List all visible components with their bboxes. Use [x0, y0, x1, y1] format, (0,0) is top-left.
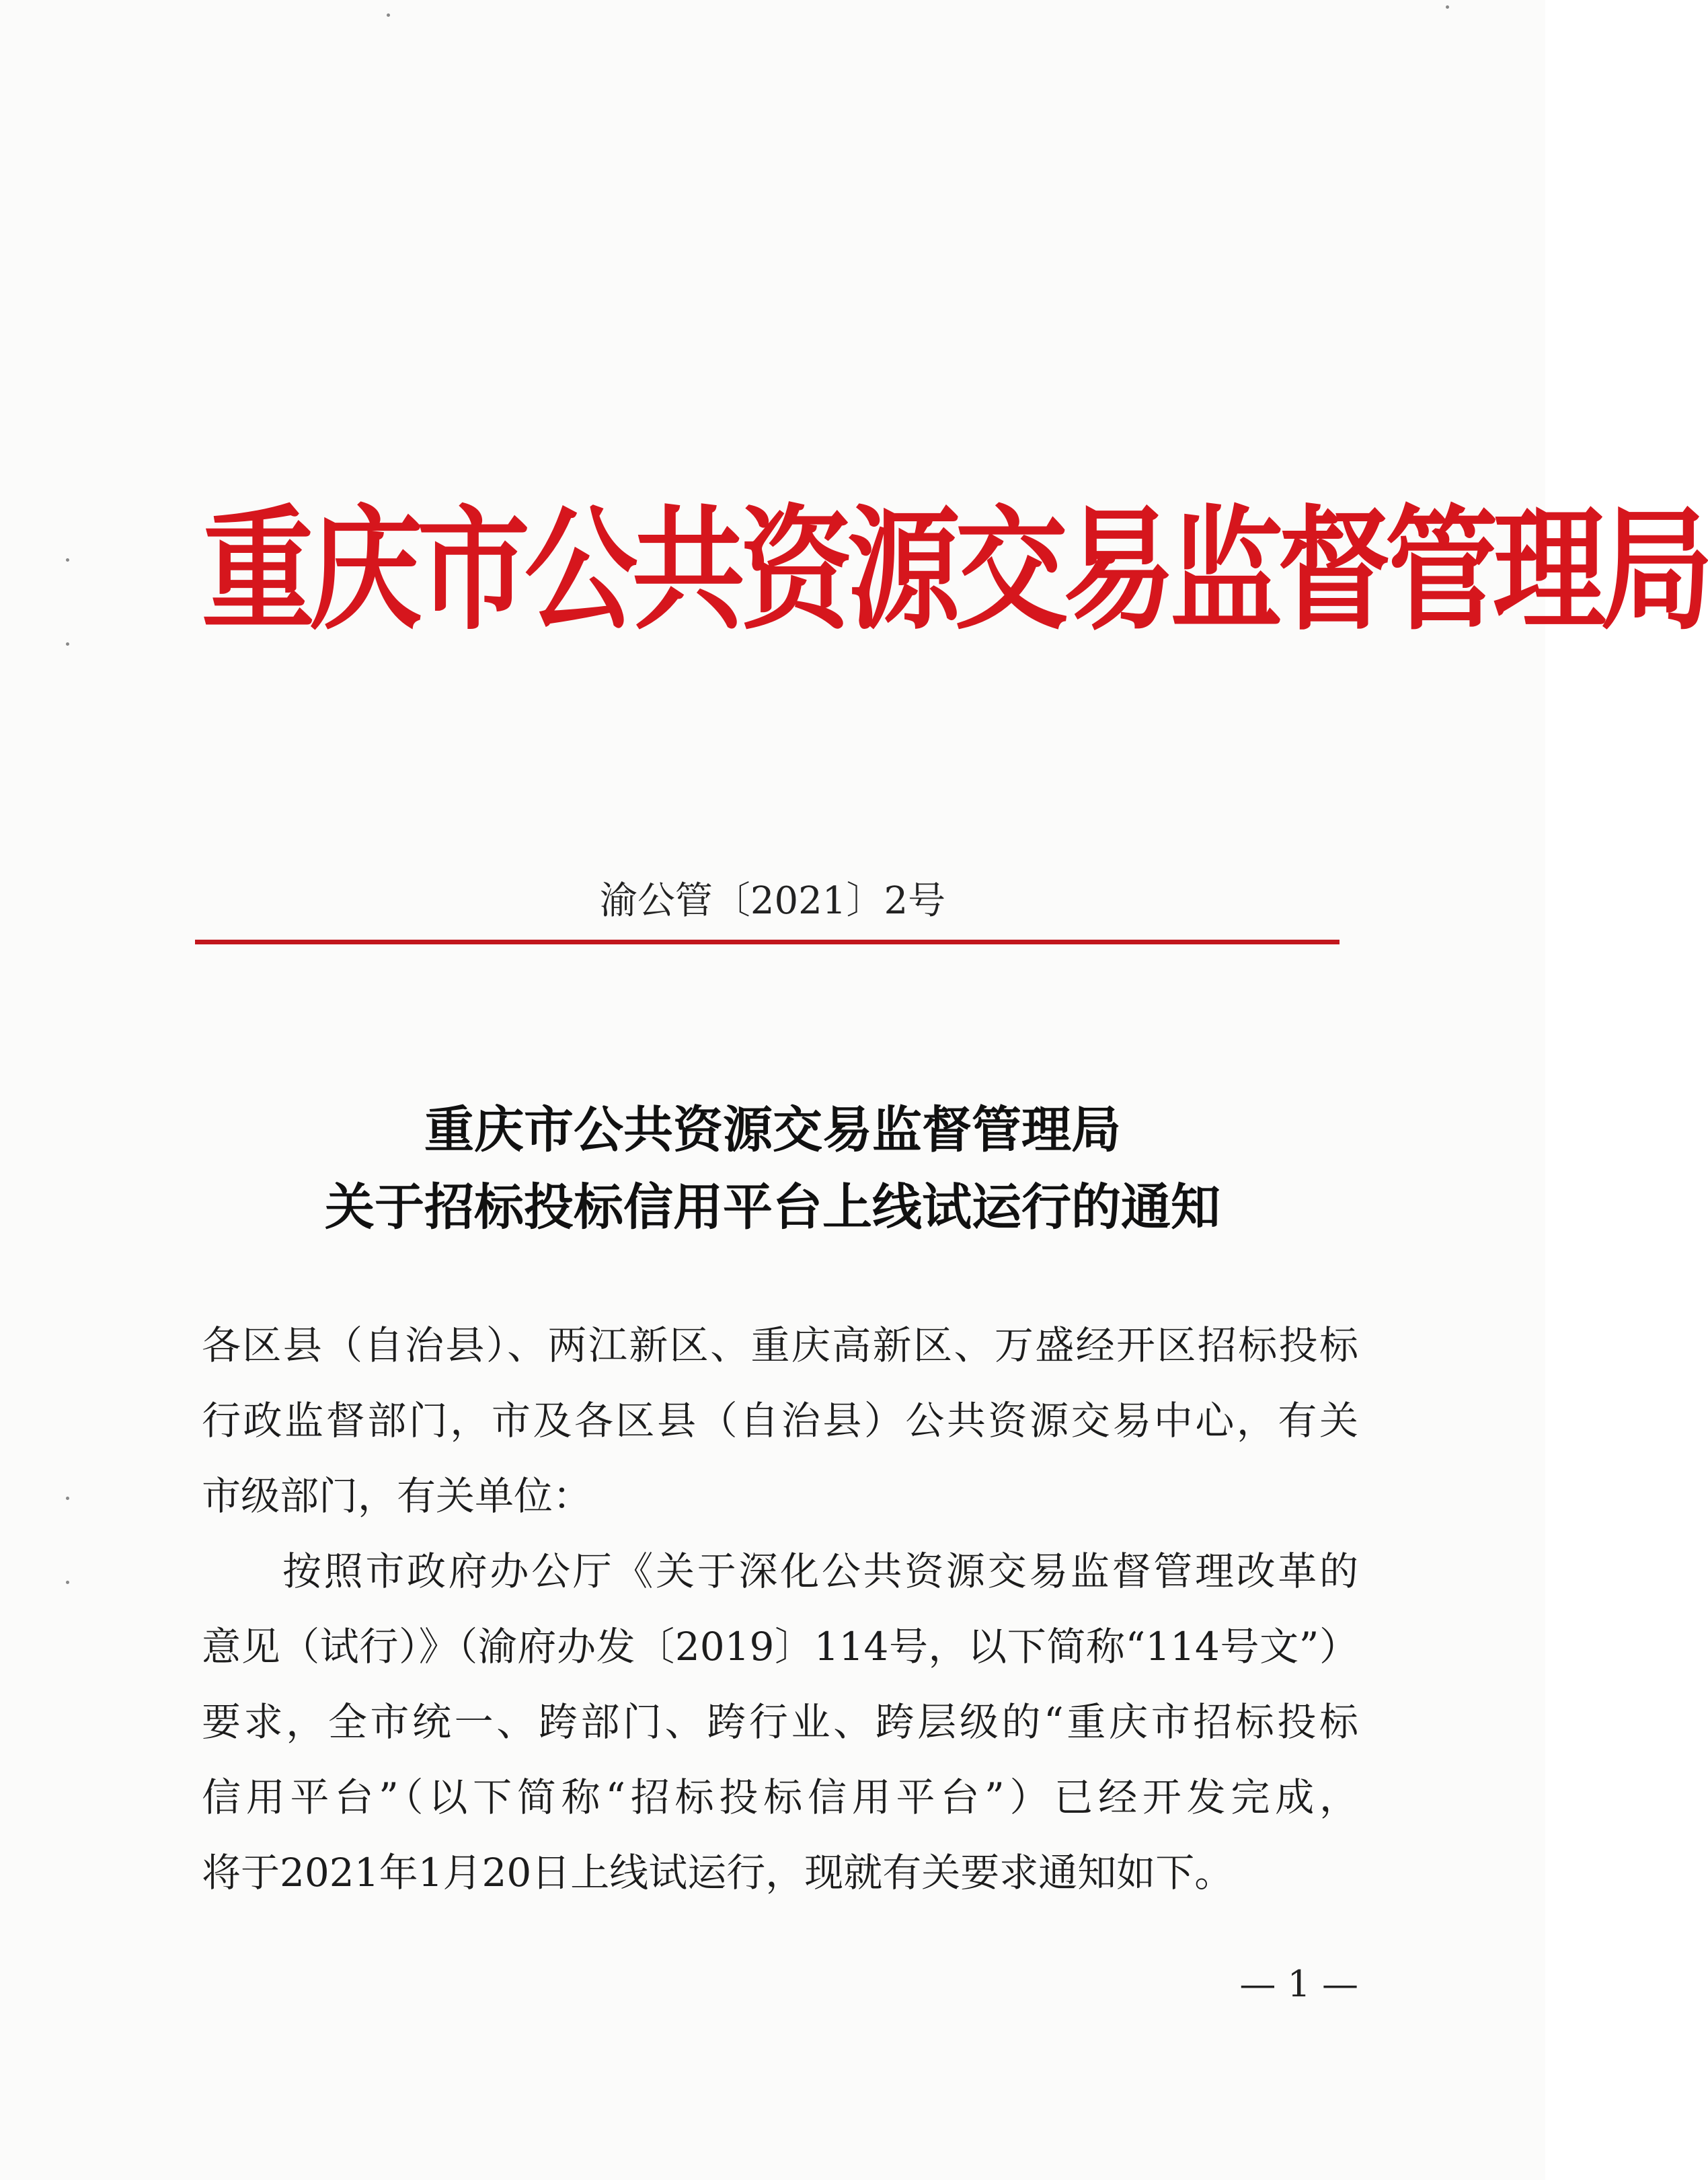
- paragraph-line: 意见（试行）》（渝府办发〔2019〕114号，以下简称“114号文”）: [202, 1624, 1358, 1669]
- paragraph-line: 将于2021年1月20日上线试运行，现就有关要求通知如下。: [202, 1850, 1234, 1895]
- document-number: 渝公管〔2021〕2号: [599, 879, 946, 923]
- paragraph-line: 信用平台”（以下简称“招标投标信用平台”）已经开发完成，: [202, 1774, 1358, 1820]
- addressee-line: 行政监督部门，市及各区县（自治县）公共资源交易中心，有关: [202, 1398, 1358, 1443]
- red-divider-line: [195, 940, 1340, 944]
- addressee-line: 各区县（自治县）、两江新区、重庆高新区、万盛经开区招标投标: [202, 1322, 1358, 1368]
- paragraph-line: 按照市政府办公厅《关于深化公共资源交易监督管理改革的: [282, 1548, 1358, 1594]
- paragraph-line: 要求，全市统一、跨部门、跨行业、跨层级的“重庆市招标投标: [202, 1699, 1358, 1745]
- page-number: — 1 —: [1239, 1963, 1358, 2005]
- scan-speck: [387, 13, 390, 17]
- notice-title-line-2: 关于招标投标信用平台上线试运行的通知: [325, 1178, 1220, 1236]
- scan-speck: [66, 1497, 69, 1500]
- scan-speck: [66, 1581, 69, 1584]
- notice-title-line-1: 重庆市公共资源交易监督管理局: [424, 1101, 1121, 1159]
- addressee-line: 市级部门，有关单位：: [202, 1473, 592, 1519]
- scan-speck: [66, 558, 69, 562]
- scan-speck: [1446, 5, 1449, 9]
- scan-speck: [66, 642, 69, 646]
- issuer-masthead: 重庆市公共资源交易监督管理局: [202, 492, 1708, 648]
